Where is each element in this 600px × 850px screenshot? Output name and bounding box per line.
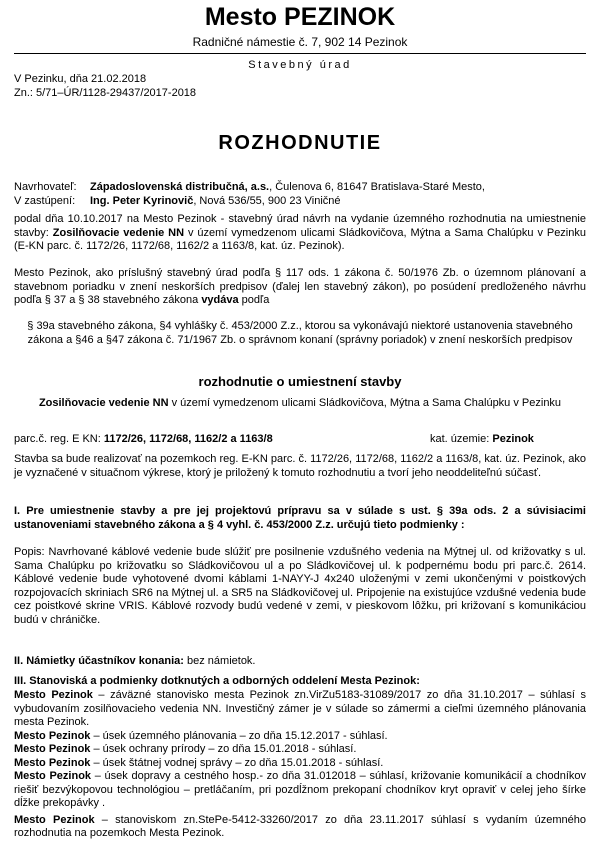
intro-p1-text: podal dňa 10.10.2017 na Mesto Pezinok - stavebný úrad návrh na vydanie územného rozhodnutia na umiestnenie stavby:	[14, 213, 586, 239]
stance-org: Mesto Pezinok	[14, 689, 93, 701]
stance-org: Mesto Pezinok	[14, 756, 91, 769]
building-description	[14, 397, 586, 411]
cadastral-label: kat. územie:	[430, 433, 493, 445]
parcel-line	[14, 433, 586, 447]
legal-basis: § 39a stavebného zákona, §4 vyhlášky č. 453/2000 Z.z., ktorou sa vykonávajú niektoré ustanovenia stavebného zákona a §46 a §47 zákona č. 71/1967 Zb. o správnom konaní (správny poriadok) v znení neskorších predpisov	[27, 320, 573, 346]
stance-item	[14, 730, 586, 744]
stance-text: – úsek územného plánovania – zo dňa 15.12.2017 - súhlasí.	[90, 729, 388, 742]
header-divider	[14, 53, 586, 54]
reference-number: Zn.: 5/71–ÚR/1128-29437/2017-2018	[14, 87, 197, 99]
stance-item	[14, 814, 586, 841]
place-date: V Pezinku, dňa 21.02.2018	[14, 73, 147, 85]
stance-text: – úsek štátnej vodnej správy – zo dňa 15.01.2018 - súhlasí.	[90, 756, 384, 769]
office-name: Stavebný úrad	[248, 59, 352, 71]
stance-org: Mesto Pezinok	[14, 729, 91, 742]
stance-item	[14, 770, 586, 811]
section-2-heading: II. Námietky účastníkov konania:	[14, 655, 184, 667]
cadastral-value: Pezinok	[492, 433, 534, 445]
stance-org: Mesto Pezinok	[14, 770, 92, 782]
intro-paragraph-2	[14, 267, 586, 308]
section-1-heading: I. Pre umiestnenie stavby a pre jej projektovú prípravu sa v súlade s ust. § 39a ods. 2 a súvisiacimi ustanoveniami stavebného zákona a § 4 vyhl. č. 453/2000 Z.z. určujú tieto podmienky :	[14, 505, 586, 531]
parcel-values: 1172/26, 1172/68, 1162/2 a 1163/8	[103, 433, 273, 445]
stance-text: – úsek dopravy a cestného hosp.- zo dňa 31.012018 – súhlasí, križovanie komunikácií a chodníkov riešiť bezvýkopovou technológiou – pretláčaním, pri pozdĺžnom prekopaní chodníkov kryt opraviť v celej jeho šírke dĺžke prekopávky .	[14, 770, 587, 809]
subheading: rozhodnutie o umiestnení stavby	[198, 374, 402, 389]
representative-name: Ing. Peter Kyrinovič	[90, 194, 194, 207]
city-address: Radničné námestie č. 7, 902 14 Pezinok	[192, 35, 408, 49]
intro-p2-text: Mesto Pezinok, ako príslušný stavebný úrad podľa § 117 ods. 1 zákona č. 50/1976 Zb. o územnom plánovaní a stavebnom poriadku v znení neskorších predpisov (ďalej len stavebný zákon), po posúdení predloženého návrhu podľa § 37 a § 38 stavebného zákona	[14, 267, 586, 306]
intro-p1-rest: v území vymedzenom ulicami Sládkovičova, Mýtna a Sama Chalúpku v Pezinku (E-KN parc. č. 1172/26, 1172/68, 1162/2 a 1163/8, kat. úz. Pezinok).	[14, 226, 586, 252]
applicant-address: , Čulenova 6, 81647 Bratislava-Staré Mesto,	[269, 181, 485, 193]
stance-item	[14, 689, 586, 730]
section-1-text: Popis: Navrhované káblové vedenie bude slúžiť pre posilnenie vzdušného vedenia na Mýtnej ul. od križovatky s ul. Sama Chalúpku po križovatku so Sládkovičovou ul a po Sládkovičovej ul. k podpernému bodu pri parc.č. 2614. Káblové vedenie bude vyhotovené dvomi káblami 1-NAYY-J 4x240 uloženými v zemi ukončenými v poistkových rozpojovacích skriniach SR6 na Mýtnej ul. a SR5 na Sládkovičovej ul. Pripojenie na existujúce vzdušné vedenia bude cez poistkové skrine VRIS. Káblové rozvody budú vedené v zemi, v pieskovom lôžku, pri križovaní s komunikáciou budú v chráničke.	[14, 546, 586, 626]
applicant-name: Západoslovenská distribučná, a.s.	[90, 181, 270, 193]
city-title: Mesto PEZINOK	[204, 3, 396, 31]
section-2-text: bez námietok.	[183, 655, 256, 667]
applicant-label: Navrhovateľ:	[14, 181, 77, 193]
stance-org: Mesto Pezinok	[14, 813, 95, 826]
intro-p2-issues: vydáva	[201, 294, 239, 306]
section-2	[14, 655, 586, 669]
building-name: Zosilňovacie vedenie NN	[38, 397, 169, 409]
representative-label: V zastúpení:	[14, 194, 76, 207]
parcel-label: parc.č. reg. E KN:	[14, 433, 104, 445]
intro-paragraph-1	[14, 213, 586, 254]
intro-p2-rest: podľa	[238, 294, 270, 306]
decision-title: ROZHODNUTIE	[218, 132, 382, 154]
section-3-items	[14, 689, 586, 841]
stance-text: – záväzné stanovisko mesta Pezinok zn.VirZu5183-31089/2017 zo dňa 31.10.2017 – súhlasí s vybudovaním zosilňovacieho vedenia NN. Investičný zámer je v súlade so zámermi a cieľmi územného plánovania mesta Pezinok.	[14, 689, 586, 728]
stance-item	[14, 757, 586, 771]
representative-address: , Nová 536/55, 900 23 Viničné	[193, 194, 341, 207]
applicant-block	[14, 181, 586, 208]
stance-text: – úsek ochrany prírody – zo dňa 15.01.2018 - súhlasí.	[90, 743, 357, 755]
stance-text: – stanoviskom zn.StePe-5412-33260/2017 zo dňa 23.11.2017 súhlasí s vydaním územného rozhodnutia na pozemkoch Mesta Pezinok.	[14, 813, 586, 839]
building-location: v území vymedzenom ulicami Sládkovičova, Mýtna a Sama Chalúpku v Pezinku	[168, 397, 562, 409]
intro-p1-building: Zosilňovacie vedenie NN	[52, 226, 185, 239]
stance-item	[14, 743, 586, 757]
section-3-heading: III. Stanoviská a podmienky dotknutých a odborných oddelení Mesta Pezinok:	[14, 675, 420, 687]
stance-org: Mesto Pezinok	[14, 743, 91, 755]
placement-text: Stavba sa bude realizovať na pozemkoch reg. E-KN parc. č. 1172/26, 1172/68, 1162/2 a 1163/8, kat. úz. Pezinok, ako je vyznačené v situačnom výkrese, ktorý je priložený k tomuto rozhodnutiu a tvorí jeho neoddeliteľnú súčasť.	[14, 453, 586, 479]
